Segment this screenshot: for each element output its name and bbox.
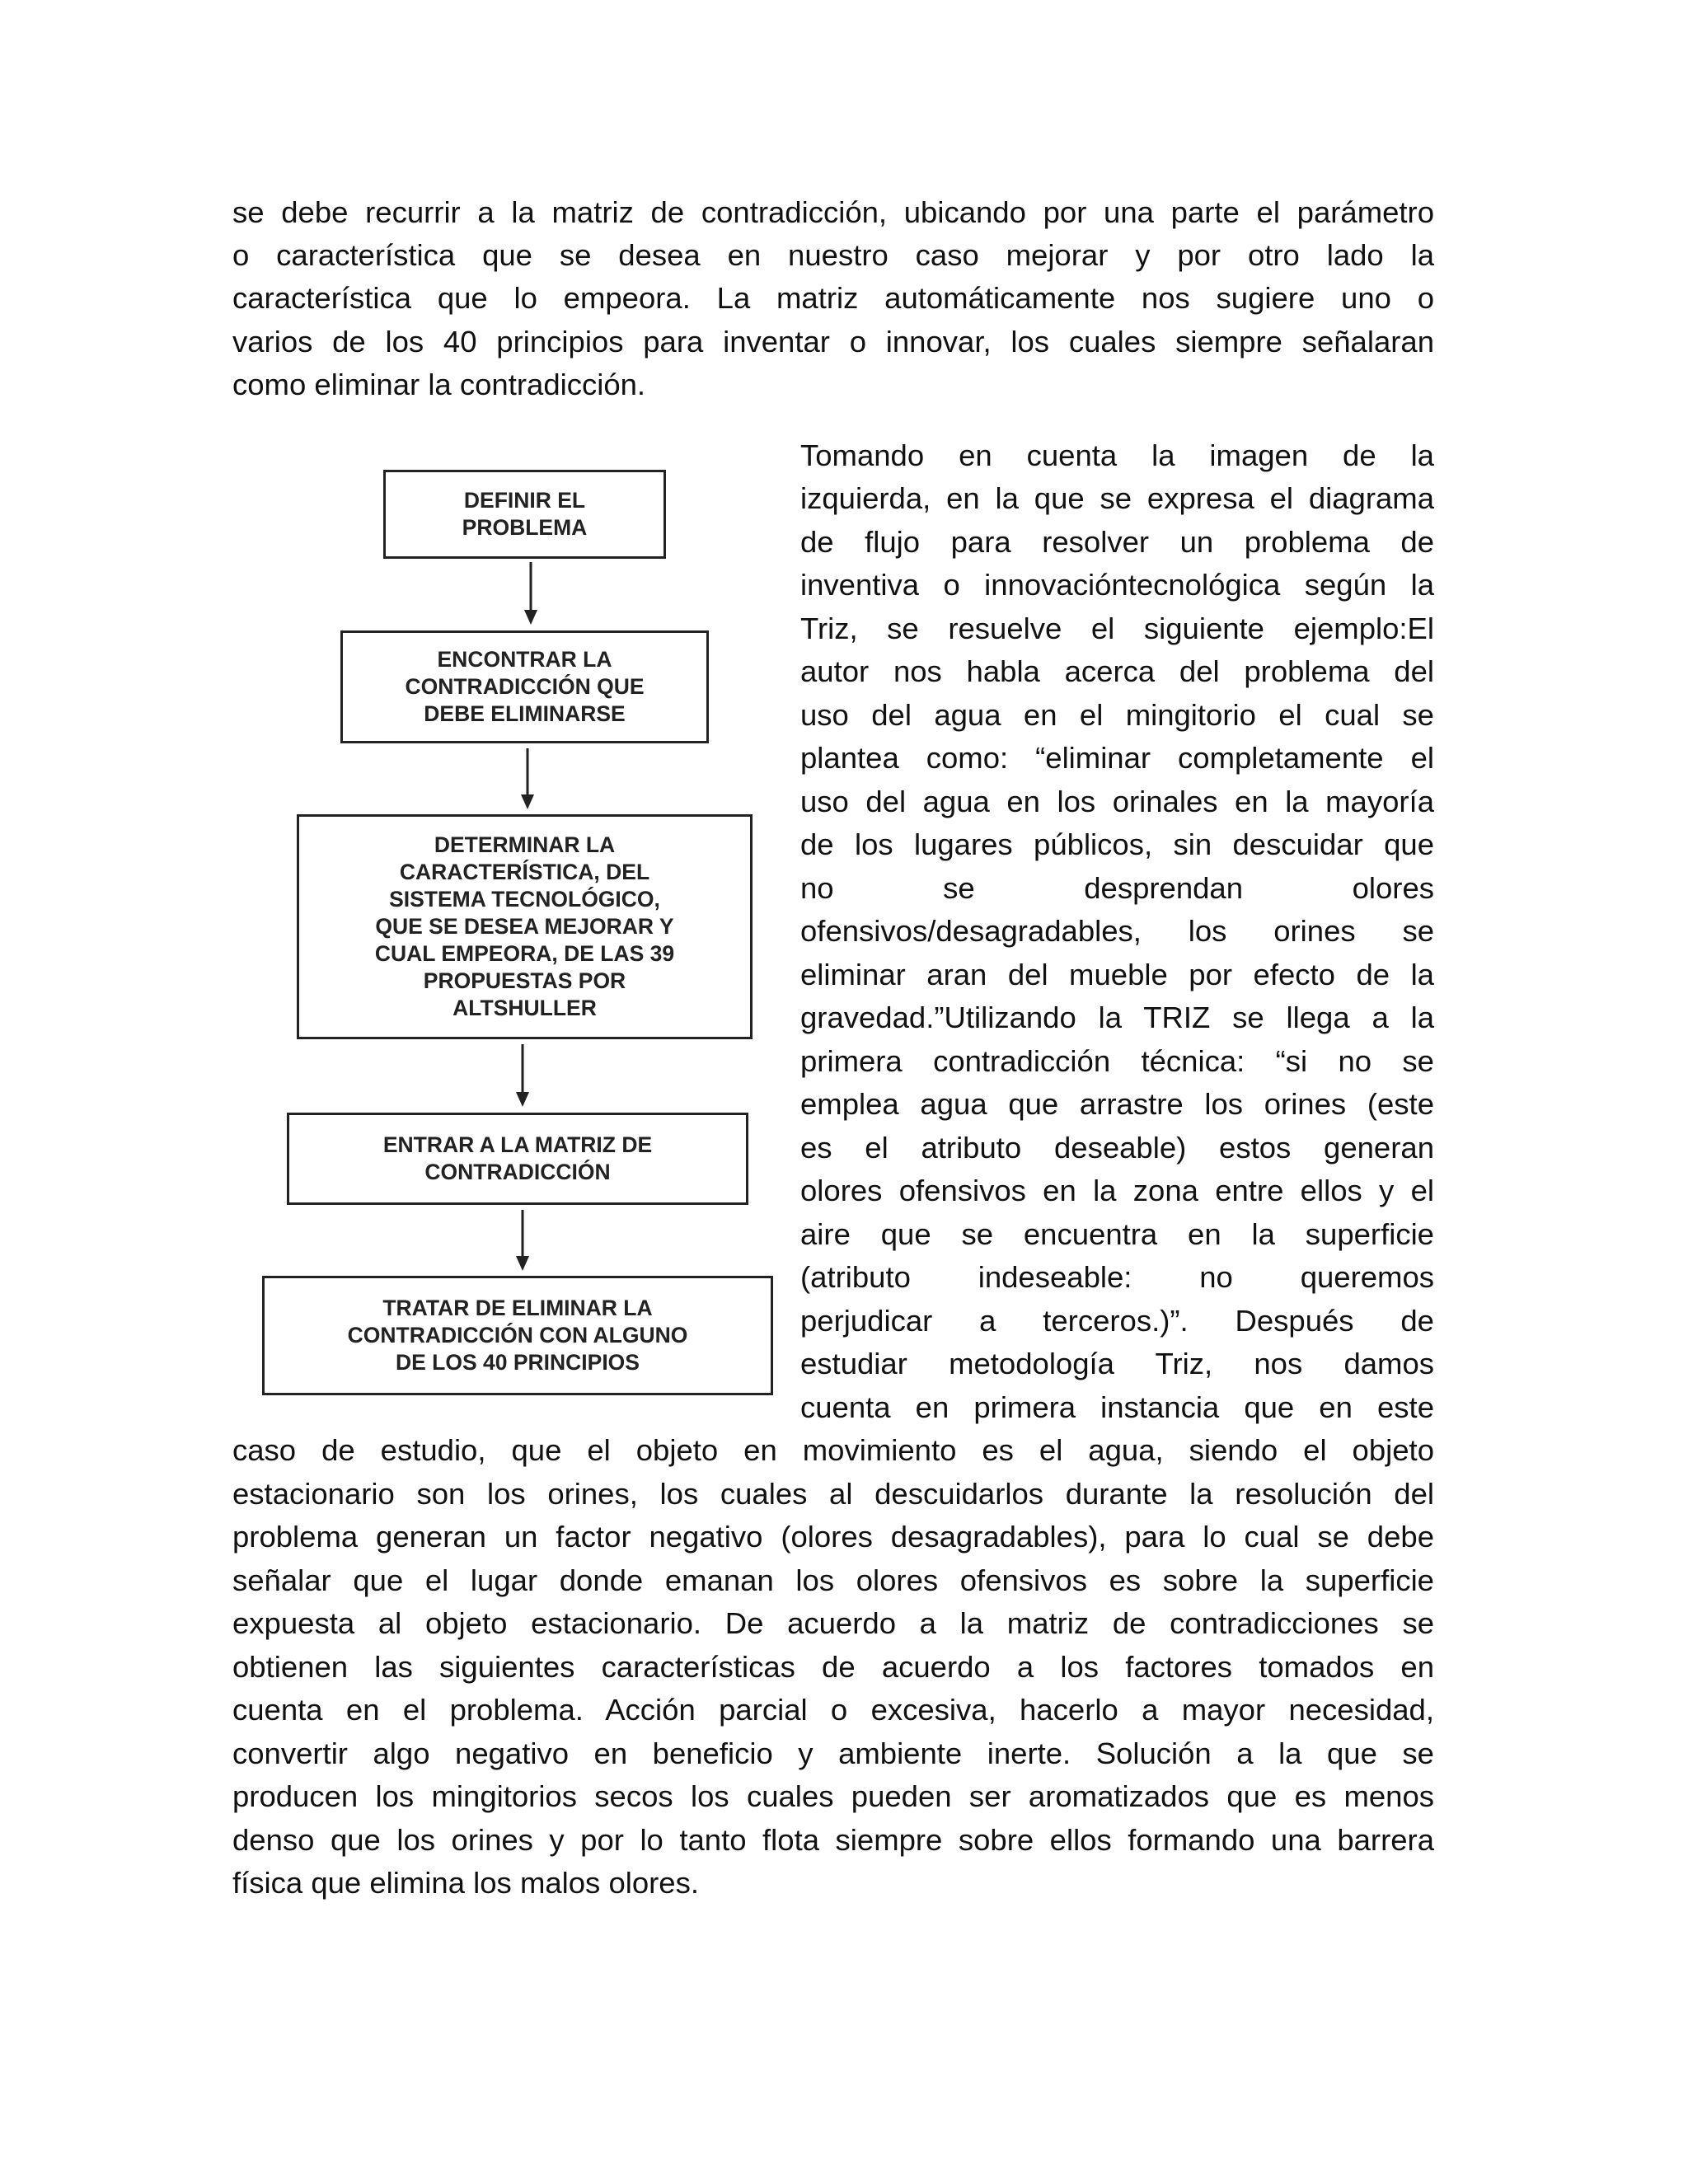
text-line: plantea como: “eliminar completamente el xyxy=(800,741,1434,775)
text-line: uso del agua en los orinales en la mayoría xyxy=(800,785,1434,818)
text-line: como eliminar la contradicción. xyxy=(232,368,646,401)
text-line: varios de los 40 principios para inventar o innovar, los cuales siempre señalaran xyxy=(232,325,1434,359)
text-line: eliminar aran del mueble por efecto de la xyxy=(800,958,1434,991)
text-line: convertir algo negativo en beneficio y ambiente inerte. Solución a la que se xyxy=(232,1736,1434,1770)
text-line: inventiva o innovacióntecnológica según la xyxy=(800,568,1434,602)
flowchart-step-determine-characteristic: DETERMINAR LA CARACTERÍSTICA, DEL SISTEMA TECNOLÓGICO, QUE SE DESEA MEJORAR Y CUAL EMPEORA, DE LAS 39 PROPUESTAS POR ALTSHULLER xyxy=(297,814,753,1039)
text-line: cuenta en el problema. Acción parcial o excesiva, hacerlo a mayor necesidad, xyxy=(232,1693,1434,1727)
text-line: o característica que se desea en nuestro caso mejorar y por otro lado la xyxy=(232,238,1434,272)
flowchart-step-enter-matrix: ENTRAR A LA MATRIZ DE CONTRADICCIÓN xyxy=(287,1113,748,1205)
flowchart xyxy=(256,462,783,1409)
text-line: caso de estudio, que el objeto en movimiento es el agua, siendo el objeto xyxy=(232,1433,1434,1467)
flowchart-step-find-contradiction: ENCONTRAR LA CONTRADICCIÓN QUE DEBE ELIMINARSE xyxy=(340,630,709,743)
text-line: gravedad.”Utilizando la TRIZ se llega a la xyxy=(800,1001,1434,1034)
text-line: denso que los orines y por lo tanto flota siempre sobre ellos formando una barrera xyxy=(232,1823,1434,1857)
text-line: es el atributo deseable) estos generan xyxy=(800,1131,1434,1165)
text-line: cuenta en primera instancia que en este xyxy=(800,1390,1434,1424)
arrow-down-icon xyxy=(513,1210,532,1271)
text-line: ofensivos/desagradables, los orines se xyxy=(800,914,1434,948)
text-line: estacionario son los orines, los cuales al descuidarlos durante la resolución del xyxy=(232,1477,1434,1511)
text-line: Tomando en cuenta la imagen de la xyxy=(800,438,1434,472)
arrow-down-icon xyxy=(521,562,541,625)
text-line: problema generan un factor negativo (olores desagradables), para lo cual se debe xyxy=(232,1520,1434,1554)
flowchart-step-define-problem: DEFINIR EL PROBLEMA xyxy=(383,470,666,559)
text-line: se debe recurrir a la matriz de contradicción, ubicando por una parte el parámetro xyxy=(232,195,1434,229)
text-line: señalar que el lugar donde emanan los olores ofensivos es sobre la superficie xyxy=(232,1563,1434,1597)
text-line: primera contradicción técnica: “si no se xyxy=(800,1044,1434,1078)
text-line: emplea agua que arrastre los orines (este xyxy=(800,1087,1434,1121)
text-line: uso del agua en el mingitorio el cual se xyxy=(800,698,1434,732)
text-line: perjudicar a terceros.)”. Después de xyxy=(800,1304,1434,1338)
flowchart-step-eliminate-contradiction: TRATAR DE ELIMINAR LA CONTRADICCIÓN CON ALGUNO DE LOS 40 PRINCIPIOS xyxy=(262,1276,773,1395)
text-line: producen los mingitorios secos los cuales pueden ser aromatizados que es menos xyxy=(232,1779,1434,1813)
arrow-down-icon xyxy=(513,1044,532,1107)
text-line: de flujo para resolver un problema de xyxy=(800,525,1434,559)
text-line: Triz, se resuelve el siguiente ejemplo:El xyxy=(800,612,1434,645)
arrow-down-icon xyxy=(518,748,537,809)
text-line: autor nos habla acerca del problema del xyxy=(800,654,1434,688)
text-line: no se desprendan olores xyxy=(800,871,1434,905)
text-line: izquierda, en la que se expresa el diagrama xyxy=(800,481,1434,515)
text-line: olores ofensivos en la zona entre ellos y el xyxy=(800,1174,1434,1207)
text-line: característica que lo empeora. La matriz automáticamente nos sugiere uno o xyxy=(232,281,1434,315)
text-line: aire que se encuentra en la superficie xyxy=(800,1217,1434,1251)
text-line: estudiar metodología Triz, nos damos xyxy=(800,1347,1434,1380)
text-line: física que elimina los malos olores. xyxy=(232,1866,699,1900)
text-line: (atributo indeseable: no queremos xyxy=(800,1260,1434,1294)
text-line: de los lugares públicos, sin descuidar que xyxy=(800,827,1434,861)
text-line: expuesta al objeto estacionario. De acuerdo a la matriz de contradicciones se xyxy=(232,1606,1434,1640)
text-line: obtienen las siguientes características de acuerdo a los factores tomados en xyxy=(232,1650,1434,1684)
